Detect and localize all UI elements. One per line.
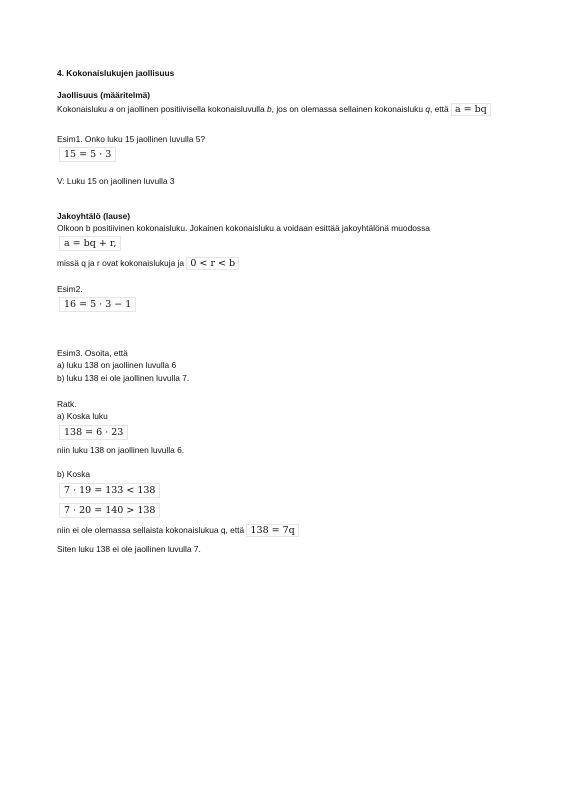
- solution-b-text-part: niin ei ole olemassa sellaista kokonaislukua q, että: [57, 525, 245, 535]
- solution-label: Ratk.: [57, 399, 77, 409]
- definition-title: Jaollisuus (määritelmä): [57, 90, 151, 100]
- solution-b-formula1: 7 · 19 = 133 < 138: [59, 483, 160, 498]
- solution-a-intro: a) Koska luku: [57, 411, 108, 421]
- solution-b-intro: b) Koska: [57, 469, 91, 479]
- example1-formula: 15 = 5 · 3: [59, 147, 116, 162]
- variable-q: q: [425, 104, 430, 114]
- solution-a-formula: 138 = 6 · 23: [59, 425, 128, 440]
- definition-text-part: , jos on olemassa sellainen kokonaisluku: [271, 104, 426, 114]
- division-condition-text: missä q ja r ovat kokonaislukuja ja: [57, 258, 185, 268]
- example1-question: Esim1. Onko luku 15 jaollinen luvulla 5?: [57, 134, 206, 144]
- division-text: Olkoon b positiivinen kokonaisluku. Jokainen kokonaisluku a voidaan esittää jakoyhtälönä muodossa: [57, 223, 430, 233]
- division-condition-formula: 0 < r < b: [186, 257, 239, 270]
- example1-answer: V: Luku 15 on jaollinen luvulla 3: [57, 176, 175, 186]
- definition-text: [57, 104, 491, 115]
- solution-b-formula3: 138 = 7q: [246, 524, 298, 537]
- definition-text-part: , että: [429, 104, 449, 114]
- example3-title: Esim3. Osoita, että: [57, 348, 128, 358]
- example2-label: Esim2.: [57, 284, 83, 294]
- solution-b-text: [57, 525, 299, 536]
- division-condition: [57, 258, 239, 269]
- variable-b: b: [267, 104, 272, 114]
- variable-a: a: [109, 104, 114, 114]
- document-page: [57, 0, 537, 800]
- definition-text-part: Kokonaisluku: [57, 104, 110, 114]
- example2-formula: 16 = 5 · 3 − 1: [59, 297, 136, 312]
- definition-formula: a = bq: [451, 103, 491, 116]
- example3-part-b: b) luku 138 ei ole jaollinen luvulla 7.: [57, 373, 190, 383]
- example3-part-a: a) luku 138 on jaollinen luvulla 6: [57, 360, 177, 370]
- section-heading: 4. Kokonaislukujen jaollisuus: [57, 68, 175, 78]
- definition-text-part: on jaollinen positiivisella kokonaisluvulla: [113, 104, 267, 114]
- division-formula: a = bq + r,: [59, 236, 121, 251]
- solution-b-formula2: 7 · 20 = 140 > 138: [59, 503, 160, 518]
- solution-b-conclusion: Siten luku 138 ei ole jaollinen luvulla 7.: [57, 544, 201, 554]
- solution-a-conclusion: niin luku 138 on jaollinen luvulla 6.: [57, 445, 185, 455]
- division-title: Jakoyhtälö (lause): [57, 211, 131, 221]
